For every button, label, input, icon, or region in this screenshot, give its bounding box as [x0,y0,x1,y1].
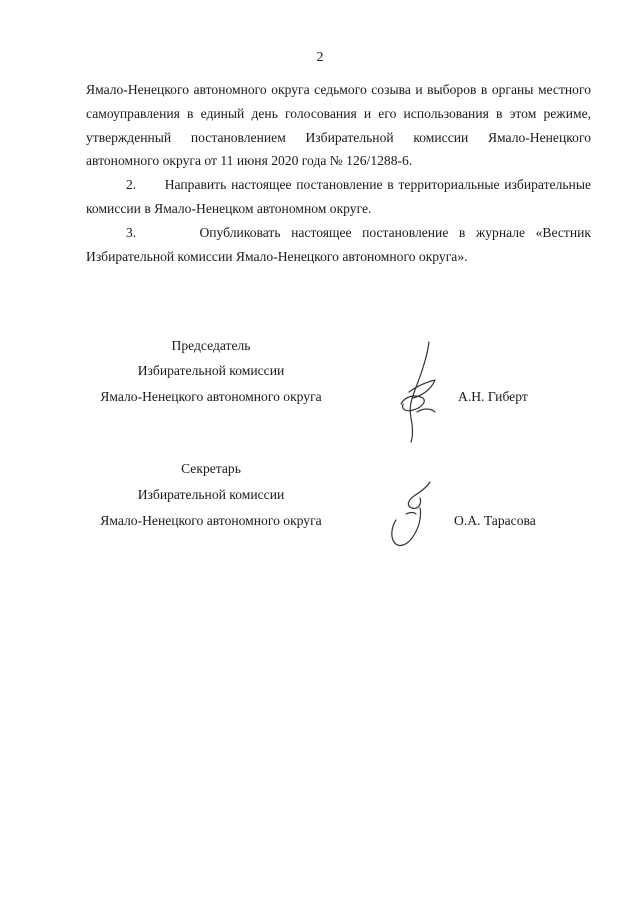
signature-region: Ямало-Ненецкого автономного округа [100,513,322,528]
signature-role: Секретарь [181,461,241,476]
page-number: 2 [316,50,324,65]
paragraph-continuation: Ямало-Ненецкого автономного округа седьмого созыва и выборов в органы местного самоуправления в единый день голосования и его использования в этом режиме, утвержденный постановлением Избирательной комиссии Ямало-Ненецкого автономного округа от 11 июня 2020 года № 126/1288-6. [86,82,591,169]
signature-block-chairman [86,333,591,423]
signatory-name: А.Н. Гиберт [458,389,528,404]
resolution-text [86,78,591,268]
signatory-name: О.А. Тарасова [454,513,536,528]
handwritten-signature-chairman [391,338,451,448]
signature-org: Избирательной комиссии [137,363,285,378]
signature-region: Ямало-Ненецкого автономного округа [100,389,322,404]
signature-org: Избирательной комиссии [137,487,285,502]
paragraph-item-3: 3. Опубликовать настоящее постановление в журнале «Вестник Избирательной комиссии Ямало-Ненецкого автономного округа». [86,224,591,264]
paragraph-item-2: 2. Направить настоящее постановление в территориальные избирательные комиссии в Ямало-Ненецком автономном округе. [86,177,591,216]
handwritten-signature-secretary [386,478,441,553]
signature-block-secretary [86,456,591,546]
signature-role: Председатель [171,338,251,353]
